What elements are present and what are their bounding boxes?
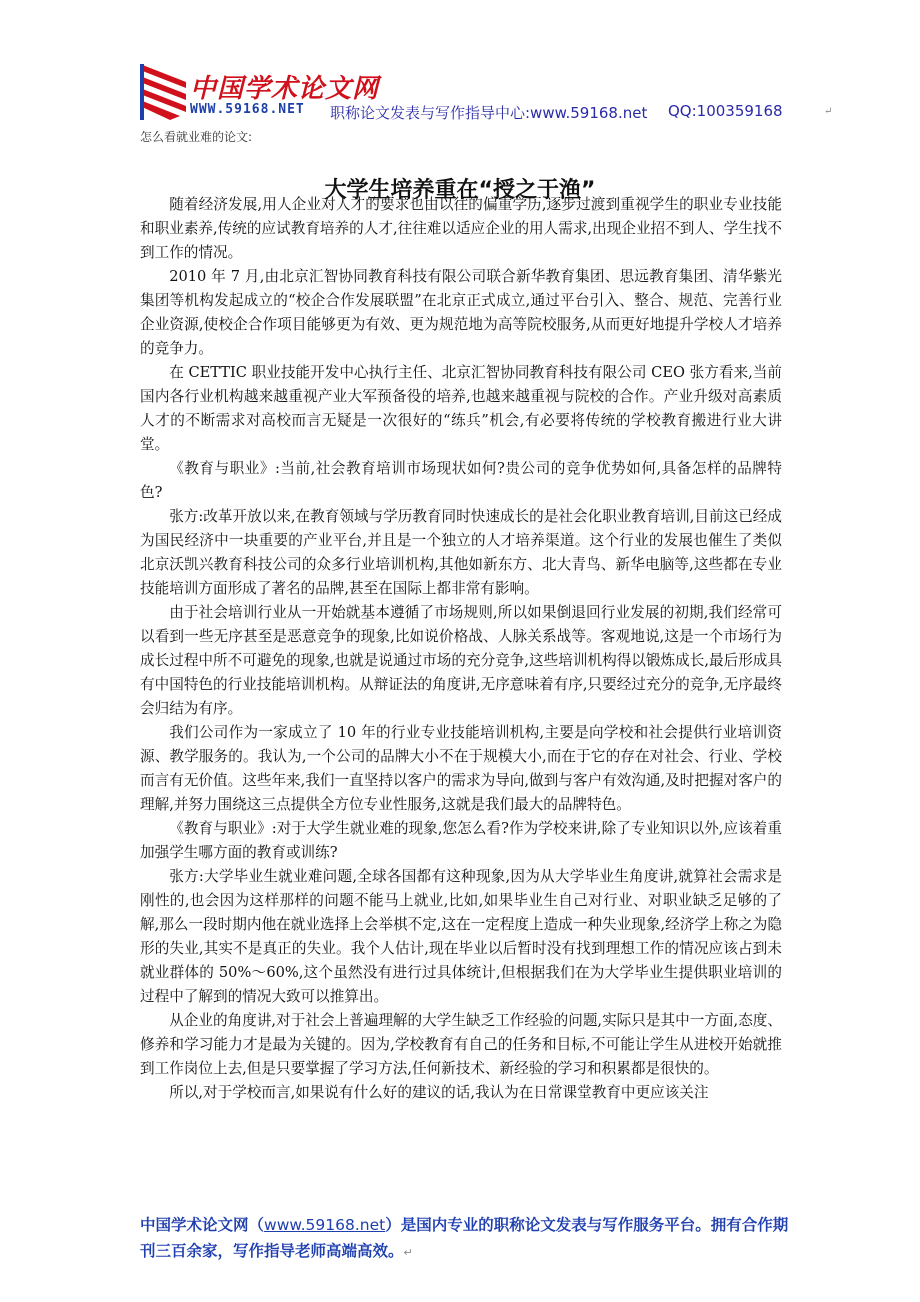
paragraph: 由于社会培训行业从一开始就基本遵循了市场规则,所以如果倒退回行业发展的初期,我们经常可以看到一些无序甚至是恶意竞争的现象,比如说价格战、人脉关系战等。客观地说,这是一个市场行为成长过程中所不可避免的现象,也就是说通过市场的充分竞争,这些培训机构得以锻炼成长,最后形成具有中国特色的行业技能培训机构。从辩证法的角度讲,无序意味着有序,只要经过充分的竞争,无序最终会归结为有序。	[140, 604, 782, 717]
paragraph-mark-icon: ↵	[403, 1246, 413, 1259]
paragraph: 我们公司作为一家成立了 10 年的行业专业技能培训机构,主要是向学校和社会提供行业培训资源、教学服务的。我认为,一个公司的品牌大小不在于规模大小,而在于它的存在对社会、行业、学校而言有无价值。这些年来,我们一直坚持以客户的需求为导向,做到与客户有效沟通,及时把握对客户的理解,并努力围绕这三点提供全方位专业性服务,这就是我们最大的品牌特色。	[140, 724, 782, 813]
footer-suffix: ）是国内专业的职称论文发表与写作服务平台。拥有合作期刊三百余家，写作指导老师高端高效。	[140, 1216, 789, 1260]
header-slogan-link[interactable]: 职称论文发表与写作指导中心:www.59168.net	[330, 104, 648, 122]
logo-text: 中国学术论文网	[190, 74, 380, 104]
paragraph: 2010 年 7 月,由北京汇智协同教育科技有限公司联合新华教育集团、思远教育集团、清华紫光集团等机构发起成立的“校企合作发展联盟”在北京正式成立,通过平台引入、整合、规范、完善行业企业资源,使校企合作项目能够更为有效、更为规范地为高等院校服务,从而更好地提升学校人才培养的竞争力。	[140, 268, 782, 357]
paragraph: 所以,对于学校而言,如果说有什么好的建议的话,我认为在日常课堂教育中更应该关注	[169, 1084, 709, 1101]
paragraph: 张方:改革开放以来,在教育领域与学历教育同时快速成长的是社会化职业教育培训,目前这已经成为国民经济中一块重要的产业平台,并且是一个独立的人才培养渠道。这个行业的发展也催生了类似北京沃凯兴教育科技公司的众多行业培训机构,其他如新东方、北大青鸟、新华电脑等,这些都在专业技能培训方面形成了著名的品牌,甚至在国际上都非常有影响。	[140, 508, 782, 597]
paragraph: 张方:大学毕业生就业难问题,全球各国都有这种现象,因为从大学毕业生角度讲,就算社会需求是刚性的,也会因为这样那样的问题不能马上就业,比如,如果毕业生自己对行业、对职业缺乏足够的了解,那么一段时期内他在就业选择上会举棋不定,这在一定程度上造成一种失业现象,经济学上称之为隐形的失业,其实不是真正的失业。我个人估计,现在毕业以后暂时没有找到理想工作的情况应该占到未就业群体的 50%～60%,这个虽然没有进行过具体统计,但根据我们在为大学毕业生提供职业培训的过程中了解到的情况大致可以推算出。	[140, 868, 782, 1005]
header-qq: QQ:100359168	[668, 102, 783, 120]
header-subheading: 怎么看就业难的论文:	[140, 130, 253, 144]
footer-url-link[interactable]: www.59168.net	[264, 1216, 386, 1234]
footer-prefix: 中国学术论文网（	[140, 1216, 265, 1234]
paragraph: 随着经济发展,用人企业对人才的要求也由以往的偏重学历,逐步过渡到重视学生的职业专业技能和职业素养,传统的应试教育培养的人才,往往难以适应企业的用人需求,出现企业招不到人、学生找不到工作的情况。	[140, 196, 782, 261]
paragraph: 从企业的角度讲,对于社会上普遍理解的大学生缺乏工作经验的问题,实际只是其中一方面,态度、修养和学习能力才是最为关键的。因为,学校教育有自己的任务和目标,不可能让学生从进校开始就推到工作岗位上去,但是只要掌握了学习方法,任何新技术、新经验的学习和积累都是很快的。	[140, 1012, 782, 1077]
site-header	[140, 62, 840, 128]
paragraph: 《教育与职业》:当前,社会教育培训市场现状如何?贵公司的竞争优势如何,具备怎样的品牌特色?	[140, 460, 782, 501]
paragraph: 在 CETTIC 职业技能开发中心执行主任、北京汇智协同教育科技有限公司 CEO 张方看来,当前国内各行业机构越来越重视产业大军预备役的培养,也越来越重视与院校的合作。产业升级对高素质人才的不断需求对高校而言无疑是一次很好的“练兵”机会,有必要将传统的学校教育搬进行业大讲堂。	[140, 364, 782, 453]
logo-stripes-icon	[140, 64, 186, 120]
paragraph-mark-icon: ↵	[824, 106, 833, 117]
logo-url: WWW.59168.NET	[190, 102, 305, 117]
article-title: 大学生培养重在“授之于渔”	[324, 177, 596, 203]
article-body	[140, 193, 782, 1105]
paragraph: 《教育与职业》:对于大学生就业难的现象,您怎么看?作为学校来讲,除了专业知识以外,应该着重加强学生哪方面的教育或训练?	[140, 820, 782, 861]
site-footer	[140, 1212, 790, 1266]
